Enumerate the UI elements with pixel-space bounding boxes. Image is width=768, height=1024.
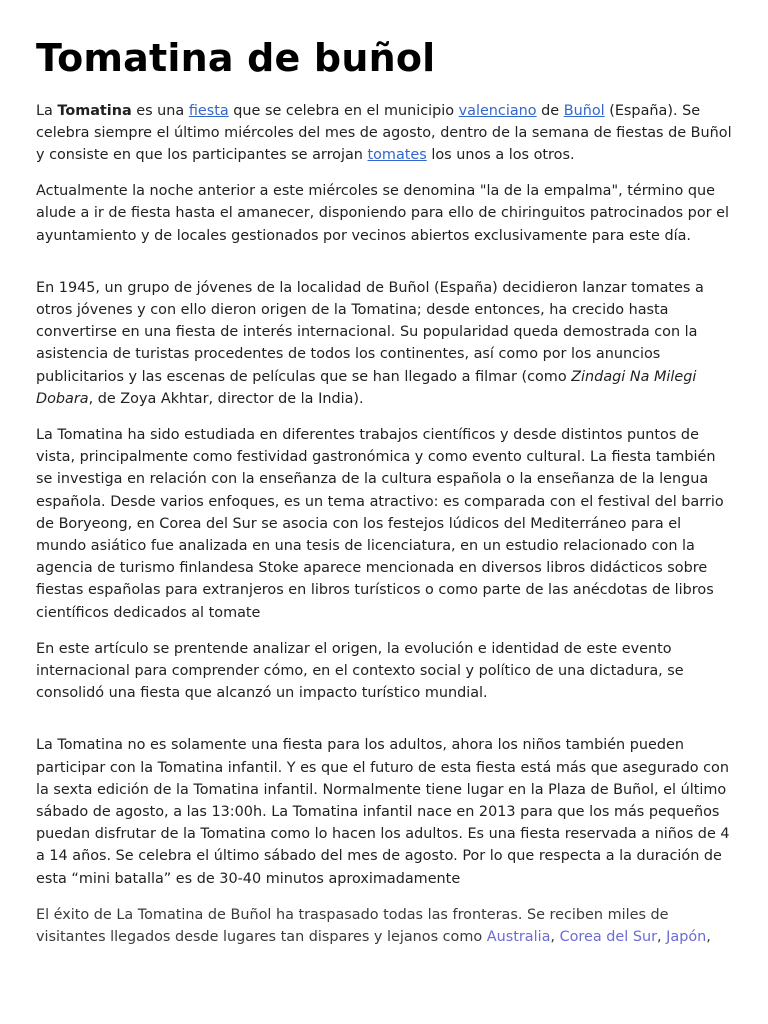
bold-term: Tomatina	[57, 102, 132, 119]
paragraph-success: El éxito de La Tomatina de Buñol ha traspasado todas las fronteras. Se reciben miles de visitantes llegados desde lugares tan dispares y lejanos como Australia, Corea del Sur, Japón,	[36, 906, 711, 946]
paragraph-intro: La Tomatina es una fiesta que se celebra en el municipio valenciano de Buñol (España). Se celebra siempre el último miércoles del mes de agosto, dentro de la semana de fiestas de Buñol y consiste en que los participantes se arrojan tomates los unos a los otros.	[36, 102, 732, 163]
link-bunol[interactable]: Buñol	[563, 102, 605, 119]
link-valenciano[interactable]: valenciano	[458, 102, 537, 119]
paragraph-children: La Tomatina no es solamente una fiesta para los adultos, ahora los niños también pueden participar con la Tomatina infantil. Y es que el futuro de esta fiesta está más que asegurado con la sexta edición de la Tomatina infantil. Normalmente tiene lugar en la Plaza de Buñol, el último sábado de agosto, a las 13:00h. La Tomatina infantil nace en 2013 para que los más pequeños puedan disfrutar de la Tomatina como lo hacen los adultos. Es una fiesta reservada a niños de 4 a 14 años. Se celebra el último sábado del mes de agosto. Por lo que respecta a la duración de esta “mini batalla” es de 30-40 minutos aproximadamente	[36, 737, 730, 887]
link-australia[interactable]: Australia	[486, 929, 551, 946]
paragraph-purpose: En este artículo se prentende analizar el origen, la evolución e identidad de este evento internacional para comprender cómo, en el contexto social y político de una dictadura, se consolidó una fiesta que alcanzó un impacto turístico mundial.	[36, 640, 684, 702]
page-title: Tomatina de buñol	[36, 36, 436, 80]
link-fiesta[interactable]: fiesta	[188, 102, 229, 119]
link-japon[interactable]: Japón	[666, 929, 707, 946]
link-corea-del-sur[interactable]: Corea del Sur	[559, 929, 658, 946]
link-tomates[interactable]: tomates	[367, 147, 427, 163]
film-title: Zindagi Na Milegi Dobara	[36, 368, 697, 407]
paragraph-studies: La Tomatina ha sido estudiada en diferentes trabajos científicos y desde distintos puntos de vista, principalmente como festividad gastronómica y como evento cultural. La fiesta también se investiga en relación con la enseñanza de la cultura española o la enseñanza de la lengua española. Desde varios enfoques, es un tema atractivo: es comparada con el festival del barrio de Boryeong, en Corea del Sur se asocia con los festejos lúdicos del Mediterráneo para el mundo asiático fue analizada en una tesis de licenciatura, en un estudio relacionado con la agencia de turismo finlandesa Stoke aparece mencionada en diversos libros didácticos sobre fiestas españolas para extranjeros en libros turísticos o como parte de las anécdotas de libros científicos dedicados al tomate	[36, 427, 724, 621]
paragraph-empalma: Actualmente la noche anterior a este miércoles se denomina "la de la empalma", término que alude a ir de fiesta hasta el amanecer, disponiendo para ello de chiringuitos patrocinados por el ayuntamiento y de locales gestionados por vecinos abiertos exclusivamente para este día.	[36, 183, 729, 244]
paragraph-history: En 1945, un grupo de jóvenes de la localidad de Buñol (España) decidieron lanzar tomates a otros jóvenes y con ello dieron origen de la Tomatina; desde entonces, ha crecido hasta convertirse en una fiesta de interés internacional. Su popularidad queda demostrada con la asistencia de turistas procedentes de todos los continentes, así como por los anuncios publicitarios y las escenas de películas que se han llegado a filmar (como Zindagi Na Milegi Dobara, de Zoya Akhtar, director de la India).	[36, 279, 704, 407]
